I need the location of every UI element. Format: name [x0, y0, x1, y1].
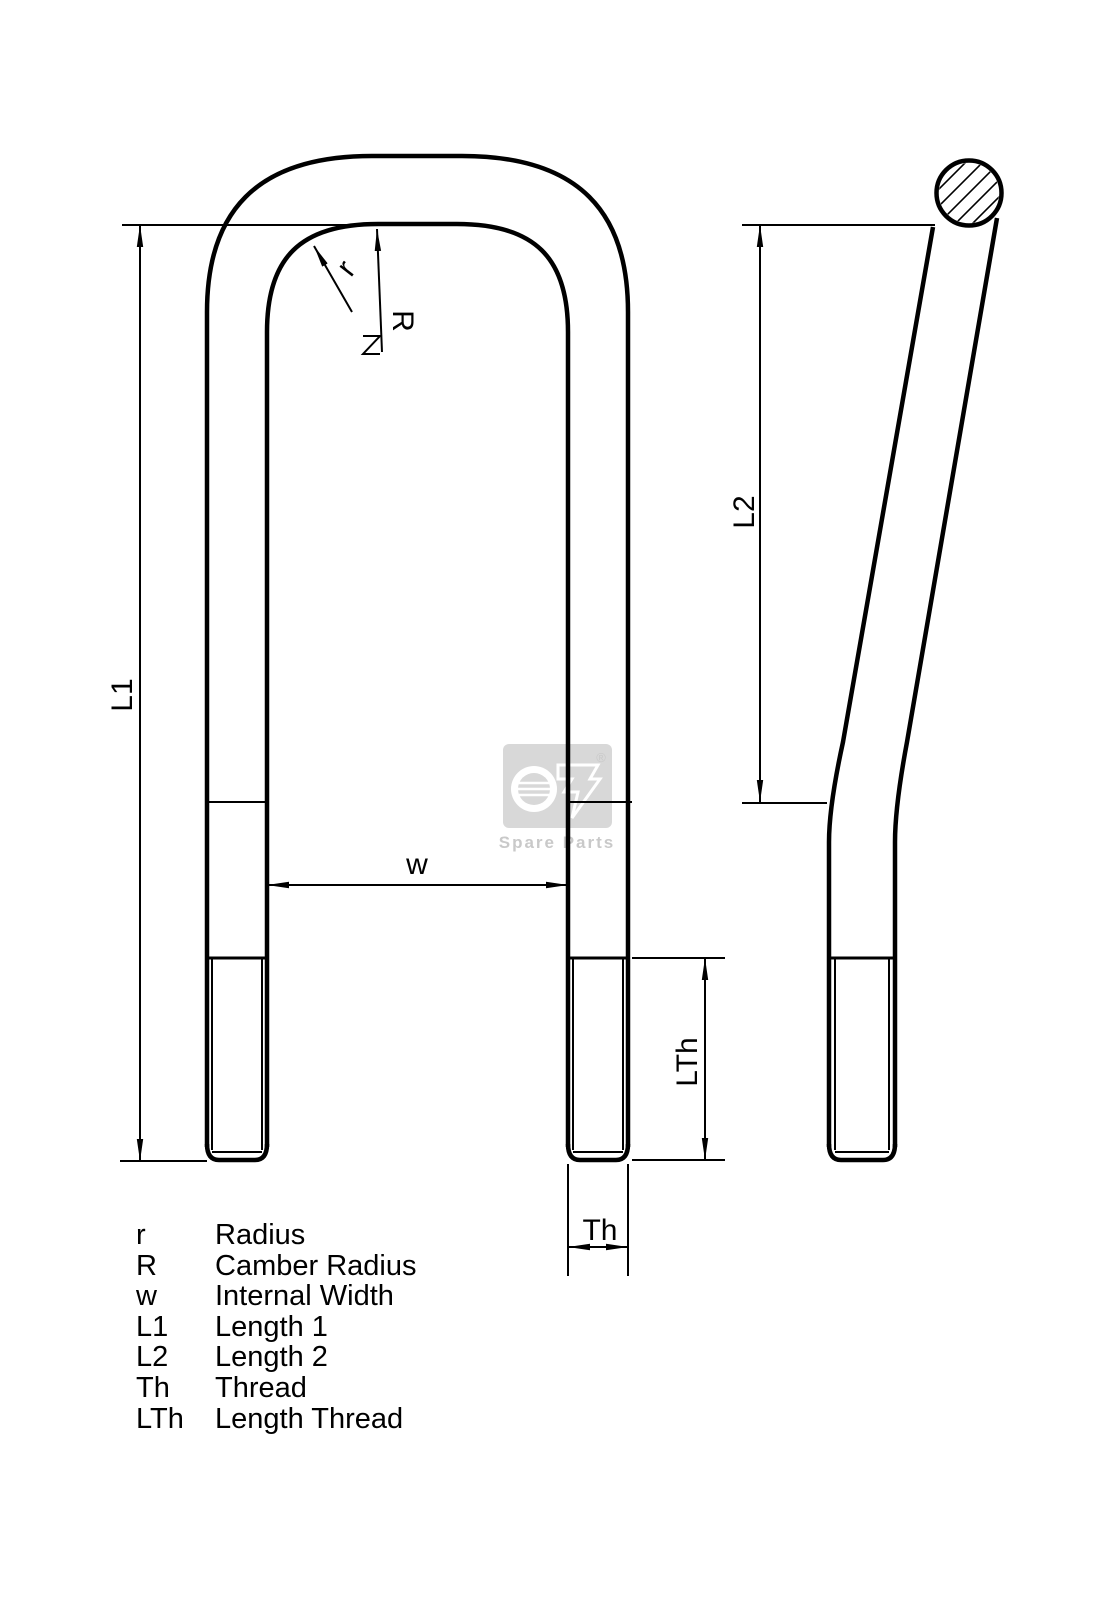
- leader-line-R: [377, 229, 382, 352]
- legend-description: Length Thread: [215, 1402, 404, 1435]
- legend: [136, 1220, 416, 1434]
- watermark-tagline: Spare Parts: [498, 833, 616, 852]
- dim-label-w: w: [406, 848, 428, 881]
- dim-label-Th: Th: [582, 1214, 618, 1247]
- dim-label-L2: L2: [728, 495, 761, 529]
- legend-symbol: LTh: [136, 1402, 184, 1435]
- legend-row: [136, 1404, 416, 1435]
- legend-row: [136, 1251, 416, 1282]
- registered-trademark: ®: [596, 750, 606, 765]
- dim-label-L1: L1: [106, 678, 139, 712]
- cross-section-hatching: [912, 136, 1026, 250]
- leader-line-r: [314, 246, 352, 312]
- legend-description: Length 1: [215, 1310, 328, 1343]
- dim-label-r: r: [330, 254, 363, 283]
- front-view: [207, 156, 632, 1160]
- dt-logo-watermark: [499, 744, 616, 852]
- legend-description: Length 2: [215, 1341, 328, 1374]
- dim-label-R: R: [386, 310, 419, 332]
- legend-symbol: w: [136, 1280, 157, 1313]
- legend-symbol: L2: [136, 1341, 169, 1374]
- legend-row: [136, 1373, 416, 1404]
- legend-symbol: Th: [136, 1371, 170, 1404]
- legend-row: [136, 1312, 416, 1343]
- legend-description: Camber Radius: [215, 1249, 417, 1282]
- legend-row: [136, 1281, 416, 1312]
- u-bolt-inner-contour: [267, 224, 568, 1147]
- legend-description: Internal Width: [215, 1280, 394, 1313]
- legend-symbol: L1: [136, 1310, 169, 1343]
- side-view: [829, 136, 1026, 1160]
- legend-row: [136, 1220, 416, 1251]
- dim-label-LTh: LTh: [671, 1037, 704, 1087]
- leader-break-zigzag: [363, 336, 380, 354]
- legend-description: Radius: [215, 1219, 306, 1251]
- legend-symbol: R: [136, 1249, 157, 1282]
- legend-description: Thread: [215, 1371, 307, 1404]
- legend-symbol: r: [136, 1219, 146, 1251]
- legend-row: [136, 1342, 416, 1373]
